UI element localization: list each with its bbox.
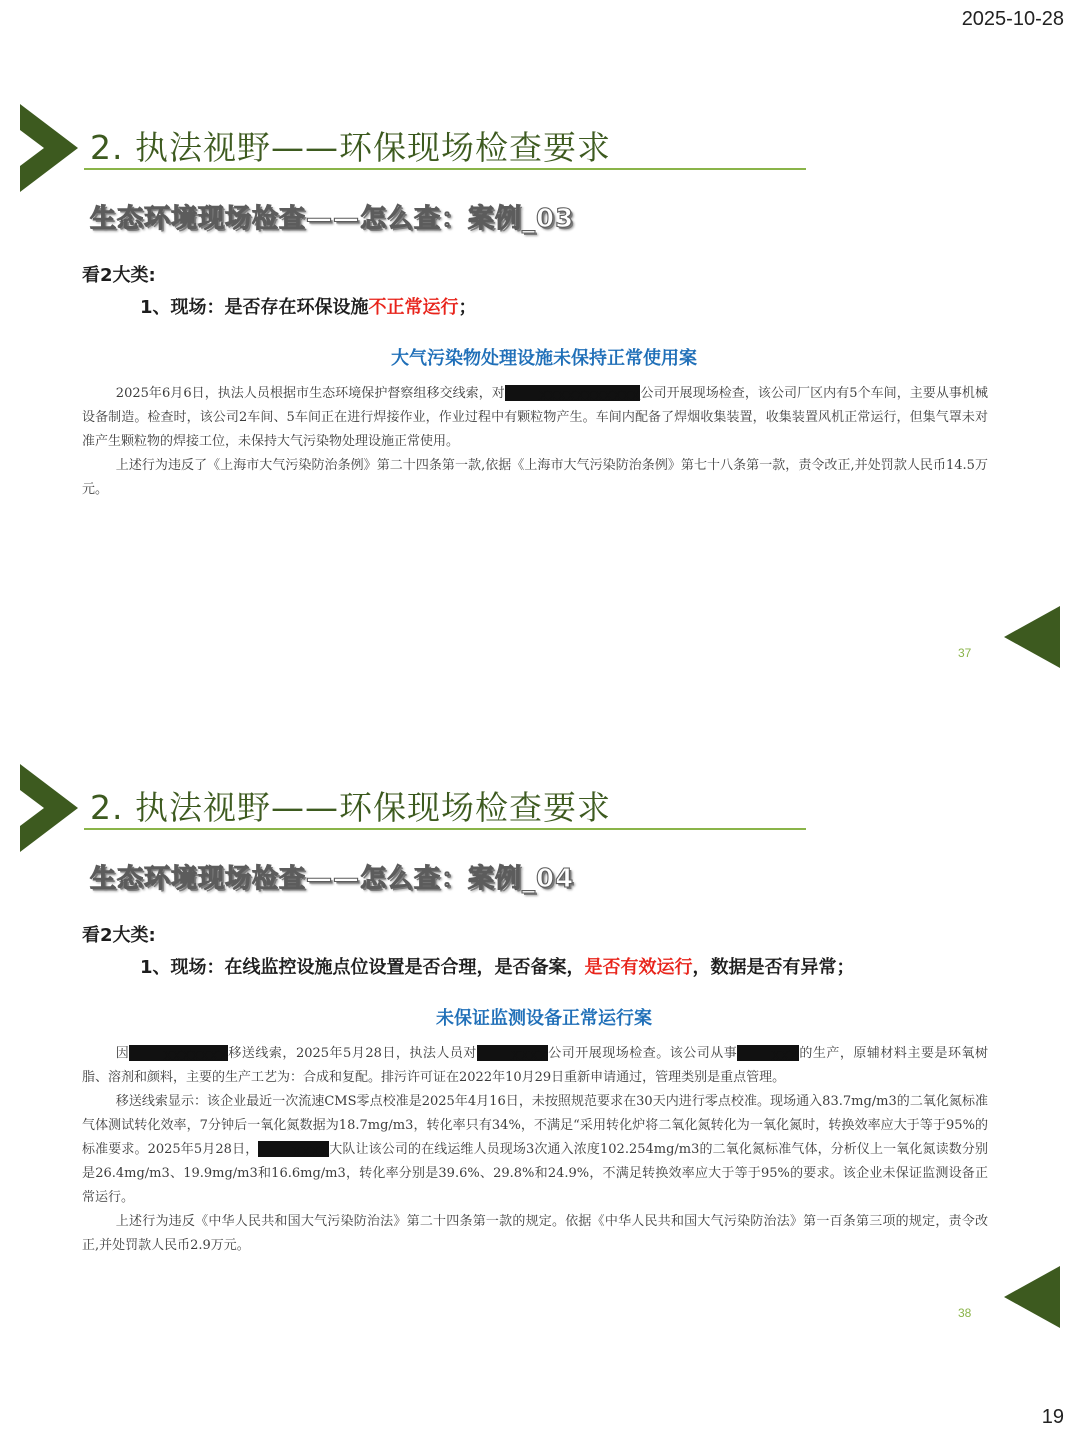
look-label: 看2大类: (82, 925, 156, 946)
highlight-text: 不正常运行 (368, 297, 459, 318)
case-title: 未保证监测设备正常运行案 (436, 1008, 652, 1029)
highlight-text: 是否有效运行 (584, 957, 693, 978)
corner-triangle-icon (1004, 606, 1060, 668)
chevron-arrow-icon (20, 104, 78, 192)
case-paragraph: 上述行为违反了《上海市大气污染防治条例》第二十四条第一款,依据《上海市大气污染防治条例》第七十八条第一款，责令改正,并处罚款人民币14.5万元。 (82, 458, 988, 497)
section-title: 2. 执法视野——环保现场检查要求 (90, 788, 611, 827)
look-label: 看2大类: (82, 265, 156, 286)
case-body (82, 382, 988, 502)
redacted-text: XXXX (477, 1045, 548, 1061)
case-paragraph: 因 XXXXXXX移送线索，2025年5月28日，执法人员对 XXXX公司开展现场检查。该公司从事 XXX的生产，原辅材料主要是环氧树脂、溶剂和颜料，主要的生产工艺为：合成和复配。排污许可证在2022年10月29日重新申请通过，管理类别是重点管理。 (82, 1046, 988, 1085)
title-divider (84, 168, 806, 170)
page-number: 19 (1041, 1406, 1064, 1428)
redacted-text: XXXX (258, 1141, 329, 1157)
page-date: 2025-10-28 (961, 8, 1064, 30)
slide-case-03 (0, 98, 1080, 718)
inspection-point: 1、现场：是否存在环保设施不正常运行； (140, 297, 477, 318)
redacted-text: XXXXXXXXXXX (505, 385, 641, 401)
case-paragraph: 上述行为违反《中华人民共和国大气污染防治法》第二十四条第一款的规定。依据《中华人民共和国大气污染防治法》第一百条第三项的规定，责令改正,并处罚款人民币2.9万元。 (82, 1214, 988, 1253)
case-subtitle: 生态环境现场检查——怎么查：案例_04 (90, 864, 575, 894)
inspection-point: 1、现场：在线监控设施点位设置是否合理，是否备案，是否有效运行，数据是否有异常； (140, 957, 855, 978)
case-title: 大气污染物处理设施未保持正常使用案 (391, 348, 697, 369)
slide-number: 38 (958, 1306, 972, 1320)
case-paragraph: 2025年6月6日，执法人员根据市生态环境保护督察组移交线索，对 XXXXXXXXXXX公司开展现场检查，该公司厂区内有5个车间，主要从事机械设备制造。检查时，该公司2车间、5车间正在进行焊接作业，作业过程中有颗粒物产生。车间内配备了焊烟收集装置，收集装置风机正常运行，但集气罩未对准产生颗粒物的焊接工位，未保持大气污染物处理设施正常使用。 (82, 386, 988, 449)
title-divider (84, 828, 806, 830)
redacted-text: XXX (737, 1045, 799, 1061)
chevron-arrow-icon (20, 764, 78, 852)
case-paragraph: 移送线索显示：该企业最近一次流速CMS零点校准是2025年4月16日，未按照规范要求在30天内进行零点校准。现场通入83.7mg/m3的二氧化氮标准气体测试转化效率，7分钟后一氧化氮数据为18.7mg/m3，转化率只有34%，不满足“采用转化炉将二氧化氮转化为一氧化氮时，转换效率应大于等于95%的标准要求。2025年5月28日， XXXX大队让该公司的在线运维人员现场3次通入浓度102.254mg/m3的二氧化氮标准气体，分析仪上一氧化氮读数分别是26.4mg/m3、19.9mg/m3和16.6mg/m3，转化率分别是39.6%、29.8%和24.9%，不满足转换效率应大于等于95%的要求。该企业未保证监测设备正常运行。 (82, 1094, 988, 1205)
redacted-text: XXXXXXX (129, 1045, 228, 1061)
case-body (82, 1042, 988, 1258)
slide-case-04 (0, 758, 1080, 1378)
section-title: 2. 执法视野——环保现场检查要求 (90, 128, 611, 167)
case-subtitle: 生态环境现场检查——怎么查：案例_03 (90, 204, 575, 234)
corner-triangle-icon (1004, 1266, 1060, 1328)
slide-number: 37 (958, 646, 972, 660)
